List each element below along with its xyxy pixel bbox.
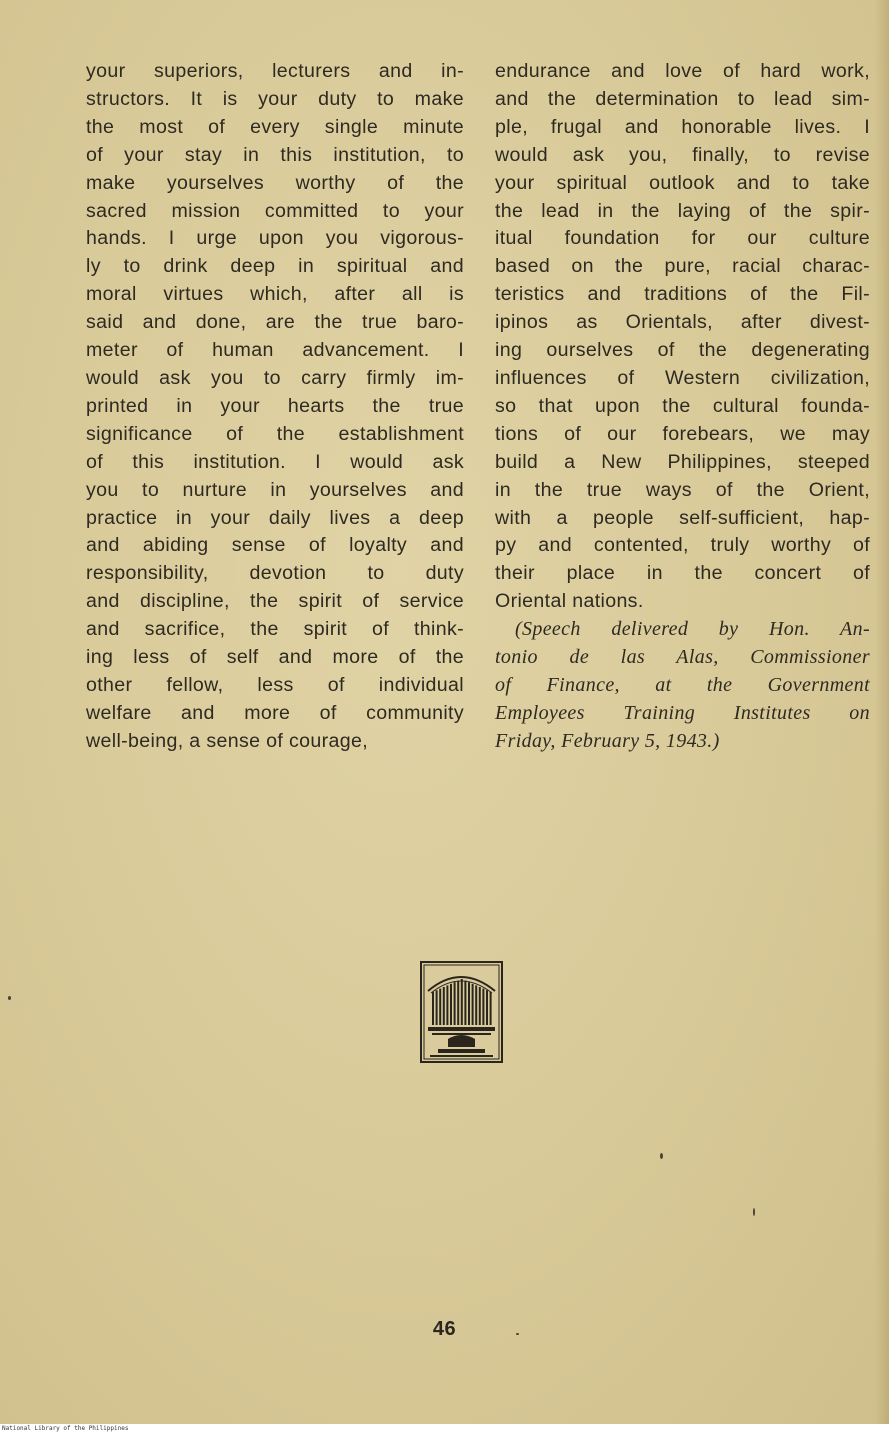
text-line: in the true ways of the Orient,	[495, 478, 870, 501]
text-line: would ask you to carry firmly im-	[86, 366, 464, 389]
text-line: hands. I urge upon you vigorous-	[86, 227, 464, 250]
text-line: tions of our forebears, we may	[495, 422, 870, 445]
text-line: py and contented, truly worthy of	[495, 534, 870, 557]
page-edge-shadow	[875, 0, 889, 1424]
text-line: you to nurture in yourselves and	[86, 478, 464, 501]
library-credit: National Library of the Philippines	[2, 1425, 129, 1432]
text-line: teristics and traditions of the Fil-	[495, 283, 870, 306]
text-line: practice in your daily lives a deep	[86, 506, 464, 529]
citation-line: Employees Training Institutes on	[495, 701, 870, 724]
text-line: build a New Philippines, steeped	[495, 450, 870, 473]
text-line: sacred mission committed to your	[86, 199, 464, 222]
text-line: your superiors, lecturers and in-	[86, 60, 464, 82]
text-line: ly to drink deep in spiritual and	[86, 255, 464, 278]
text-line: moral virtues which, after all is	[86, 283, 464, 306]
citation-line: of Finance, at the Government	[495, 673, 870, 696]
text-line: endurance and love of hard work,	[495, 60, 870, 82]
text-line: and abiding sense of loyalty and	[86, 534, 464, 557]
text-line: so that upon the cultural founda-	[495, 394, 870, 417]
text-line: and the determination to lead sim-	[495, 87, 870, 110]
text-line: other fellow, less of individual	[86, 673, 464, 696]
text-line: structors. It is your duty to make	[86, 87, 464, 110]
paper-speck	[753, 1208, 755, 1216]
speech-citation	[495, 616, 870, 756]
text-line: meter of human advancement. I	[86, 339, 464, 362]
text-line: responsibility, devotion to duty	[86, 562, 464, 585]
text-line: with a people self-sufficient, hap-	[495, 506, 870, 529]
citation-line: tonio de las Alas, Commissioner	[495, 646, 870, 669]
text-line: influences of Western civilization,	[495, 366, 870, 389]
paper-speck	[660, 1153, 663, 1159]
text-line: would ask you, finally, to revise	[495, 143, 870, 166]
citation-line: Friday, February 5, 1943.)	[495, 729, 720, 752]
text-line: ing ourselves of the degenerating	[495, 339, 870, 362]
text-line: said and done, are the true baro-	[86, 311, 464, 334]
text-line: significance of the establishment	[86, 422, 464, 445]
left-text-column	[86, 58, 464, 756]
text-line: ple, frugal and honorable lives. I	[495, 115, 870, 138]
text-line: well-being, a sense of courage,	[86, 729, 369, 752]
text-line: the lead in the laying of the spir-	[495, 199, 870, 222]
text-line: make yourselves worthy of the	[86, 171, 464, 194]
right-body-text	[495, 58, 870, 616]
text-line: welfare and more of community	[86, 701, 464, 724]
text-line: itual foundation for our culture	[495, 227, 870, 250]
text-line: based on the pure, racial charac-	[495, 255, 870, 278]
text-line: and sacrifice, the spirit of think-	[86, 618, 464, 641]
text-line: printed in your hearts the true	[86, 394, 464, 417]
organ-pipes-emblem-icon	[420, 961, 503, 1063]
text-line: of this institution. I would ask	[86, 450, 464, 473]
text-line: ing less of self and more of the	[86, 646, 464, 669]
text-line: ipinos as Orientals, after divest-	[495, 311, 870, 334]
text-line: and discipline, the spirit of service	[86, 590, 464, 613]
text-line: your spiritual outlook and to take	[495, 171, 870, 194]
text-line: their place in the concert of	[495, 562, 870, 585]
text-line: Oriental nations.	[495, 590, 644, 613]
text-line: the most of every single minute	[86, 115, 464, 138]
page-number: 46	[432, 1318, 457, 1340]
text-line: of your stay in this institution, to	[86, 143, 464, 166]
citation-line: (Speech delivered by Hon. An-	[515, 618, 870, 641]
right-text-column	[495, 58, 870, 756]
paper-speck	[516, 1333, 519, 1335]
paper-speck	[8, 996, 11, 1000]
